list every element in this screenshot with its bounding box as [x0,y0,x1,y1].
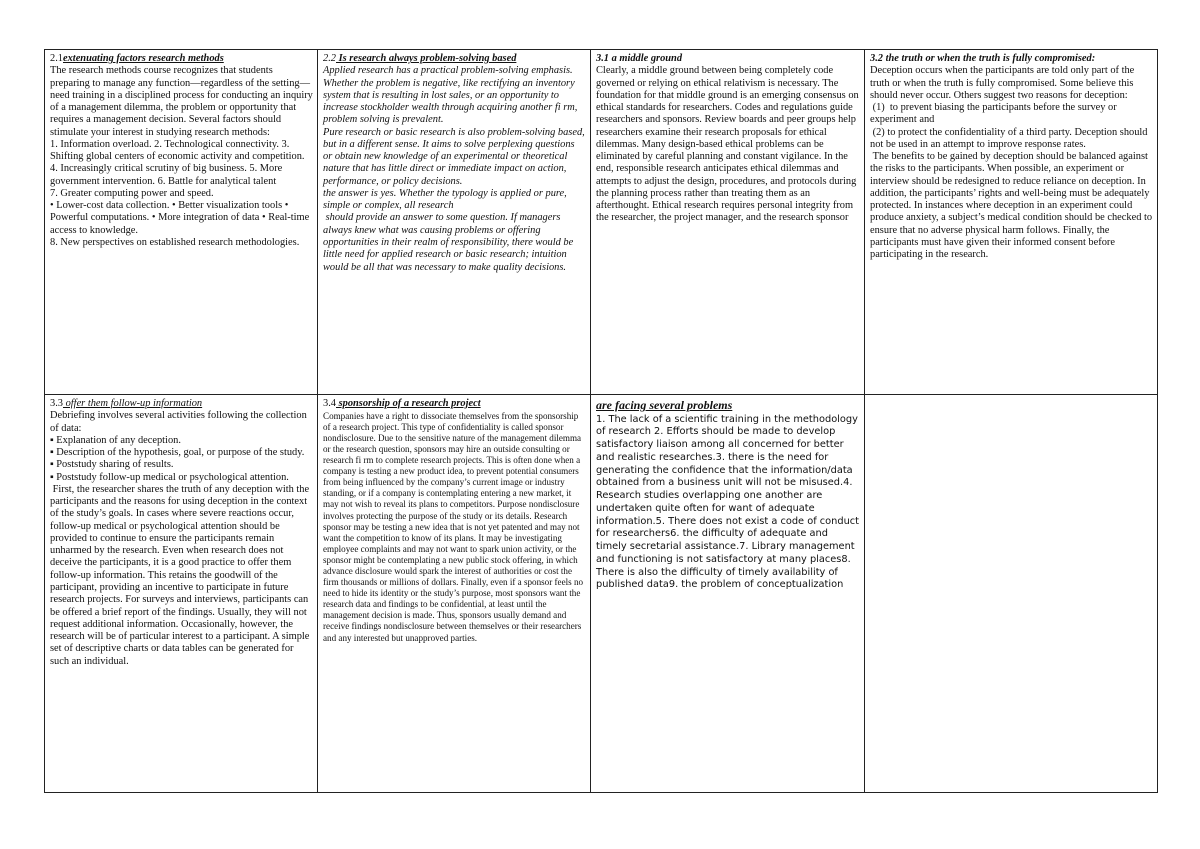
section-body: 1. The lack of a scientific training in the methodology of research 2. Efforts should be made to develop satisfactory liaison among all concerned for better and realistic researches.3. there is the need for generating the confidence that the information/data obtained from a business unit will not be misused.4. Research studies overlapping one another are undertaken quite often for want of adequate information.5. There does not exist a code of conduct for researchers6. the difficulty of adequate and timely secretarial assistance.7. Library management and functioning is not satisfactory at many places8. There is also the difficulty of timely availability of published data9. the problem of conceptualization [596,413,863,591]
section-body: Deception occurs when the participants are told only part of the truth or when the truth is fully compromised. Some believe this should never occur. Others suggest two reasons for deception: (1) to prevent biasing the participants before the survey or experiment and (2) to protect the confidentiality of a third party. Deception should not be used in an attempt to improve response rates. The benefits to be gained by deception should be balanced against the risks to the participants. When possible, an experiment or interview should be redesigned to reduce reliance on deception. In addition, the participants’ rights and well-being must be adequately protected. In instances where deception in an experiment could produce anxiety, a subject’s medical condition should be checked to ensure that no adverse physical harm follows. Finally, the participants must have given their informed consent before participating in the research. [870,65,1153,261]
section-title: a middle ground [609,53,683,64]
section-number: 3.2 [870,53,883,64]
cell-2-2 [318,50,591,395]
cell-empty [865,395,1158,793]
section-number: 3.3 [50,398,63,409]
section-title: are facing several problems [596,398,733,412]
section-number: 2.2 [323,53,336,64]
section-body: The research methods course recognizes that students preparing to manage any function—regardless of the setting—need training in a disciplined process for conducting an inquiry of a management dilemma, the problem or opportunity that requires a management decision. Several factors should stimulate your interest in studying research methods: 1. Information overload. 2. Technological connectivity. 3. Shifting global centers of economic activity and competition. 4. Increasingly critical scrutiny of big business. 5. More government intervention. 6. Battle for analytical talent 7. Greater computing power and speed. • Lower-cost data collection. • Better visualization tools • Powerful computations. • More integration of data • Real-time access to knowledge. 8. New perspectives on established research methodologies. [50,65,313,248]
section-title: sponsorship of a research project [336,398,481,409]
section-title: extenuating factors research methods [63,53,224,64]
section-title: offer them follow-up information [63,398,203,409]
section-number: 3.1 [596,53,609,64]
cell-2-1 [45,50,318,395]
section-body: Companies have a right to dissociate themselves from the sponsorship of a research project. This type of confidentiality is called sponsor nondisclosure. Due to the sensitive nature of the management dilemma or the research question, sponsors may hire an outside consulting or research fi rm to complete research projects. This is often done when a company is testing a new product idea, to prevent potential consumers from being influenced by the company’s current image or industry standing, or if a company is contemplating entering a new market, it may not wish to reveal its plans to competitors. Purpose nondisclosure involves protecting the purpose of the study or its details. Research sponsor may be testing a new idea that is not yet patented and may not want the competition to know of its plans. It may be investigating employee complaints and may not want to spark union activity, or the sponsor might be contemplating a new public stock offering, in which advance disclosure would spark the interest of authorities or cost the firm thousands or millions of dollars. Finally, even if a sponsor feels no need to hide its identity or the study’s purpose, most sponsors want the research data and findings to be confidential, at least until the management decision is made. Thus, sponsors usually demand and receive findings nondisclosure between themselves or their researchers and any interested but unapproved parties. [323,410,586,643]
cell-3-3 [45,395,318,793]
section-number: 2.1 [50,53,63,64]
table-row [45,50,1158,395]
section-title: Is research always problem-solving based [336,53,517,64]
cell-3-1 [591,50,865,395]
cell-3-4 [318,395,591,793]
section-body: Debriefing involves several activities following the collection of data: ▪ Explanation of any deception. ▪ Description of the hypothesis, goal, or purpose of the study. ▪ Poststudy sharing of results. ▪ Poststudy follow-up medical or psychological attention. First, the researcher shares the truth of any deception with the participants and the reasons for using deception in the context of the study’s goals. In cases where severe reactions occur, follow-up medical or psychological attention should be provided to continue to ensure the participants remain unharmed by the research. Even when research does not deceive the participants, it is a good practice to offer them follow-up information. This retains the goodwill of the participant, providing an incentive to participate in future research projects. For surveys and interviews, participants can be offered a brief report of the findings. Usually, they will not request additional information. Occasionally, however, the research will be of particular interest to a participant. A simple set of descriptive charts or data tables can be generated for such an individual. [50,410,310,667]
cell-problems [591,395,865,793]
section-title: the truth or when the truth is fully compromised: [883,53,1096,64]
cell-3-2 [865,50,1158,395]
section-body: Clearly, a middle ground between being completely code governed or relying on ethical relativism is necessary. The foundation for that middle ground is an emerging consensus on ethical standards for researchers. Codes and regulations guide researchers and sponsors. Review boards and peer groups help researchers examine their research proposals for ethical dilemmas. Many design-based ethical problems can be eliminated by careful planning and constant vigilance. In the end, responsible research anticipates ethical dilemmas and attempts to adjust the design, procedures, and protocols during the planning process rather than treating them as an afterthought. Ethical research requires personal integrity from the researcher, the project manager, and the research sponsor [596,65,862,224]
table-row [45,395,1158,793]
notes-table [44,49,1158,793]
section-number: 3.4 [323,398,336,409]
section-body: Applied research has a practical problem-solving emphasis. Whether the problem is negative, like rectifying an inventory system that is resulting in lost sales, or an opportunity to increase stockholder wealth through acquiring another fi rm, problem solving is prevalent. Pure research or basic research is also problem-solving based, but in a different sense. It aims to solve perplexing questions or obtain new knowledge of an experimental or theoretical nature that has little direct or immediate impact on action, performance, or policy decisions. the answer is yes. Whether the typology is applied or pure, simple or complex, all research should provide an answer to some question. If managers always knew what was causing problems or offering opportunities in their realm of responsibility, there would be little need for applied research or basic research; intuition would be all that was necessary to make quality decisions. [323,65,585,273]
